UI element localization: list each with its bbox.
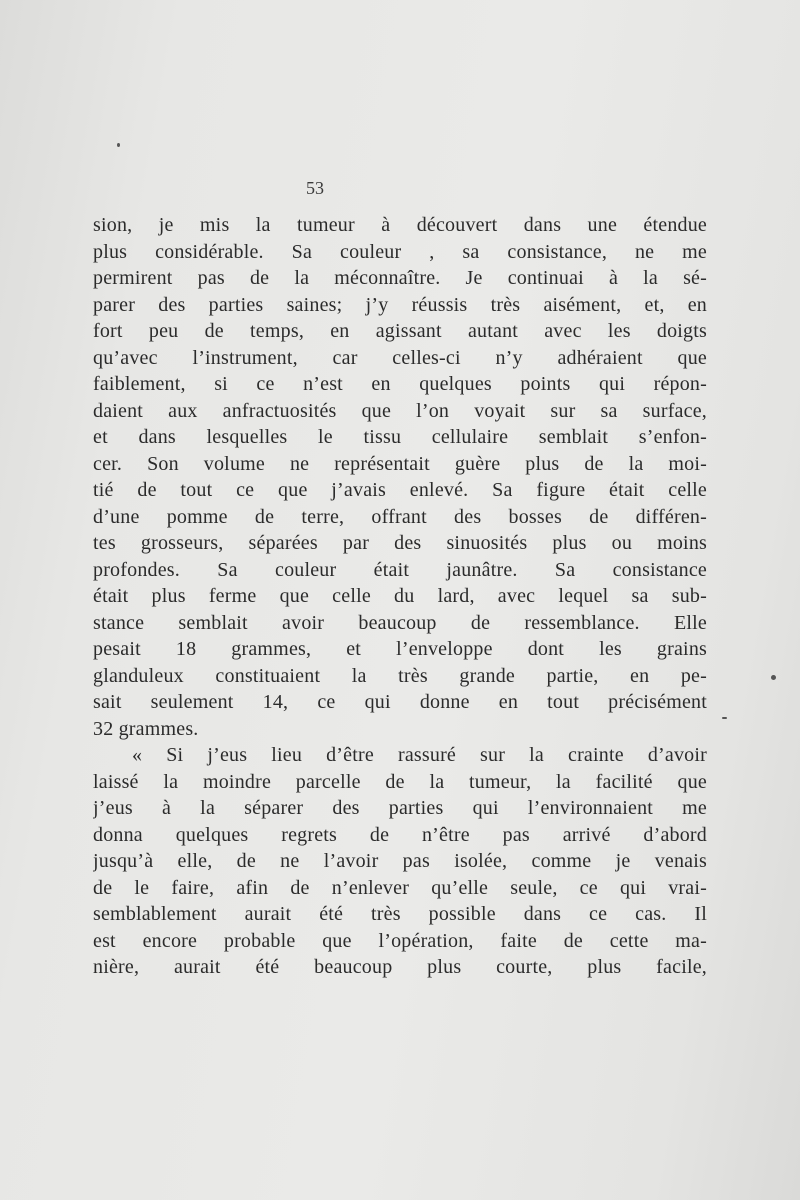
paper-speck xyxy=(771,675,776,680)
text-line: sion, je mis la tumeur à découvert dans une étendue xyxy=(93,214,707,236)
text-line: de le faire, afin de n’enlever qu’elle seule, ce qui vrai- xyxy=(93,876,707,899)
text-line: plus considérable. Sa couleur , sa consistance, ne me xyxy=(93,240,707,263)
text-line: parer des parties saines; j’y réussis très aisément, et, en xyxy=(93,293,707,316)
text-line: fort peu de temps, en agissant autant avec les doigts xyxy=(93,320,707,342)
text-line: glanduleux constituaient la très grande partie, en pe- xyxy=(93,664,707,687)
text-line: j’eus à la séparer des parties qui l’environnaient me xyxy=(93,797,707,819)
text-line: tié de tout ce que j’avais enlevé. Sa figure était celle xyxy=(93,479,707,501)
text-line: était plus ferme que celle du lard, avec lequel sa sub- xyxy=(93,585,707,607)
text-line: qu’avec l’instrument, car celles-ci n’y adhéraient que xyxy=(93,346,707,369)
text-line: d’une pomme de terre, offrant des bosses de différen- xyxy=(93,505,707,528)
text-line: 32 grammes. xyxy=(93,717,199,740)
text-line: pesait 18 grammes, et l’enveloppe dont les grains xyxy=(93,638,707,660)
page-number: 53 xyxy=(306,178,324,198)
text-line: semblablement aurait été très possible dans ce cas. Il xyxy=(93,903,707,925)
text-line: sait seulement 14, ce qui donne en tout précisément xyxy=(93,691,707,713)
text-line: stance semblait avoir beaucoup de ressemblance. Elle xyxy=(93,611,707,634)
text-line: nière, aurait été beaucoup plus courte, plus facile, xyxy=(93,956,707,978)
paragraph-1 xyxy=(93,212,707,742)
text-line: laissé la moindre parcelle de la tumeur, la facilité que xyxy=(93,770,707,793)
paper-speck xyxy=(722,717,727,719)
text-line: cer. Son volume ne représentait guère plus de la moi- xyxy=(93,452,707,475)
text-line: jusqu’à elle, de ne l’avoir pas isolée, comme je venais xyxy=(93,850,707,872)
text-line: tes grosseurs, séparées par des sinuosités plus ou moins xyxy=(93,532,707,554)
text-line: profondes. Sa couleur était jaunâtre. Sa consistance xyxy=(93,558,707,581)
text-line: est encore probable que l’opération, faite de cette ma- xyxy=(93,929,707,952)
paragraph-2 xyxy=(93,742,707,981)
paper-speck xyxy=(117,143,120,147)
text-line: et dans lesquelles le tissu cellulaire semblait s’enfon- xyxy=(93,426,707,448)
text-line: donna quelques regrets de n’être pas arrivé d’abord xyxy=(93,823,707,846)
text-line: daient aux anfractuosités que l’on voyait sur sa surface, xyxy=(93,399,707,422)
text-line: permirent pas de la méconnaître. Je continuai à la sé- xyxy=(93,267,707,289)
text-line: « Si j’eus lieu d’être rassuré sur la crainte d’avoir xyxy=(132,744,707,766)
text-line: faiblement, si ce n’est en quelques points qui répon- xyxy=(93,373,707,395)
body-text xyxy=(93,212,707,981)
